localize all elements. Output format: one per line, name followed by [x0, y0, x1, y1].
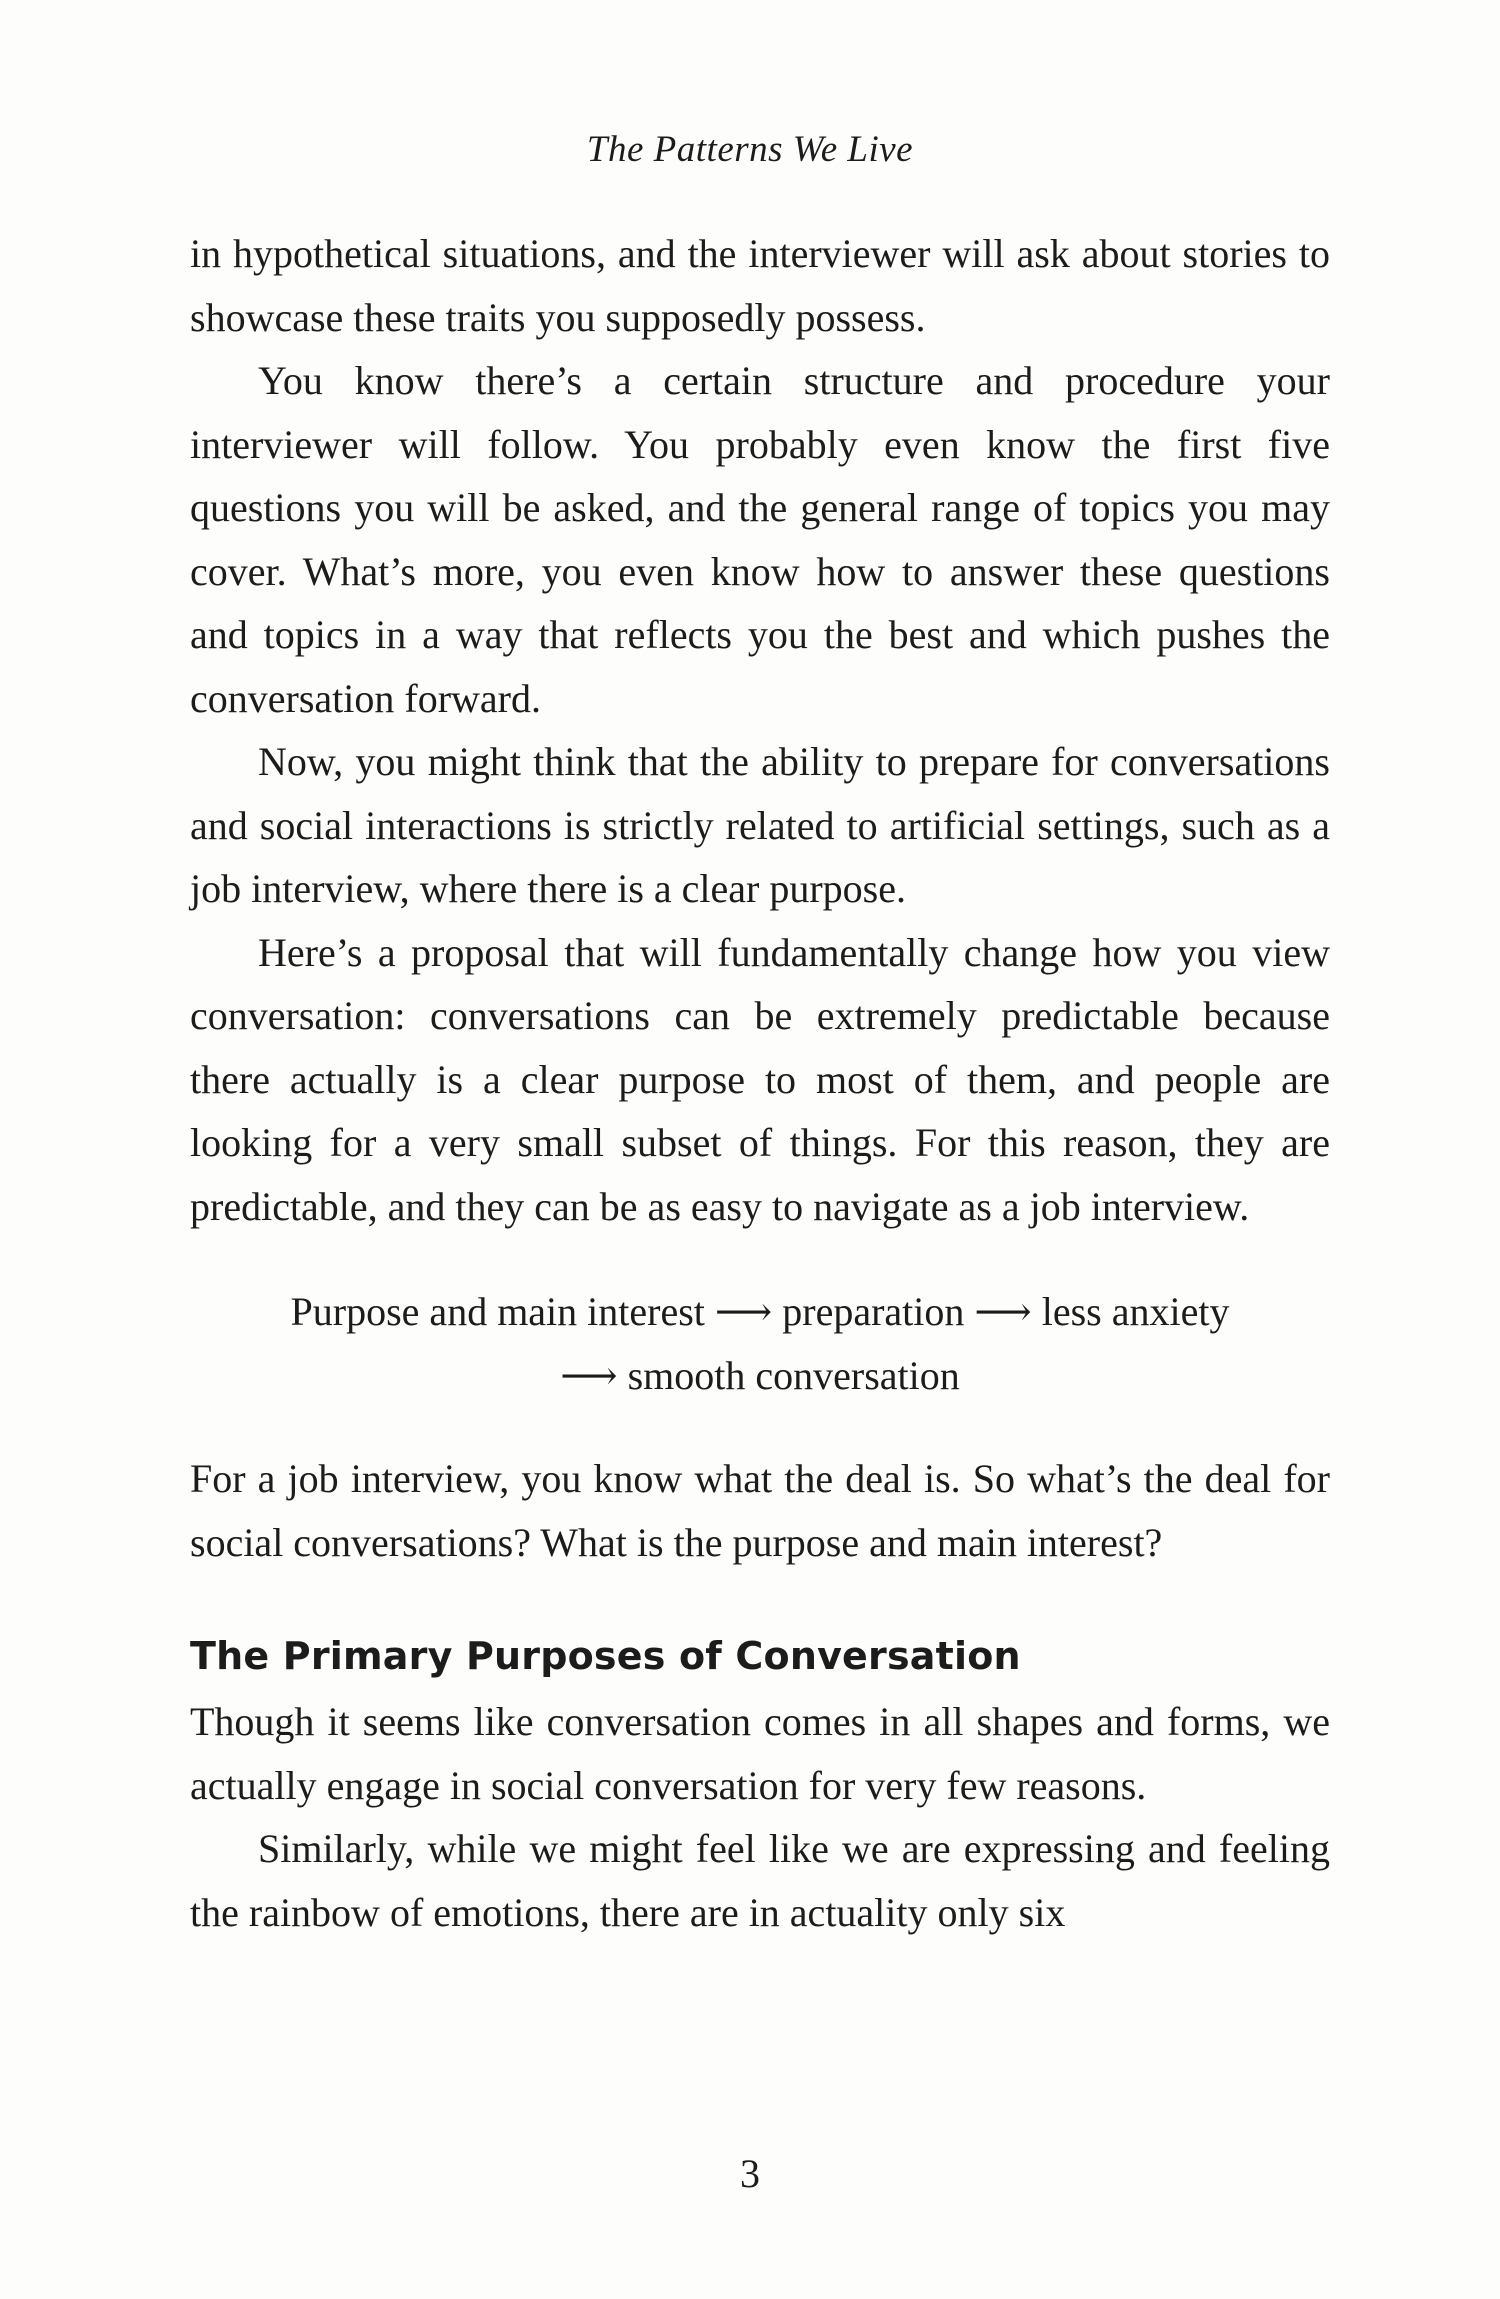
section-heading: The Primary Purposes of Conversation: [190, 1634, 1021, 1678]
paragraph-proposal: Here’s a proposal that will fundamentally change how you view conversation: conversations can be extremely predictable because there actually is a clear purpose to most of them, and people are looking for a very small subset of things. For this reason, they are predictable, and they can be as easy to navigate as a job interview.: [190, 929, 1330, 1229]
page-number: 3: [740, 2151, 760, 2196]
flow-line-2: ⟶ smooth conversation: [560, 1352, 960, 1398]
flow-line-1: Purpose and main interest ⟶ preparation ⟶ less anxiety: [290, 1289, 1230, 1334]
paragraph-preparation: Now, you might think that the ability to prepare for conversations and social interactions is strictly related to artificial settings, such as a job interview, where there is a clear purpose.: [190, 739, 1330, 911]
paragraph-emotions: Similarly, while we might feel like we are expressing and feeling the rainbow of emotions, there are in actuality only six: [190, 1826, 1330, 1935]
paragraph-continued: in hypothetical situations, and the interviewer will ask about stories to showcase these traits you supposedly possess.: [190, 231, 1330, 340]
paragraph-interview-structure: You know there’s a certain structure and procedure your interviewer will follow. You probably even know the first five questions you will be asked, and the general range of topics you may cover. What’s more, you even know how to answer these questions and topics in a way that reflects you the best and which pushes the conversation forward.: [190, 358, 1330, 721]
paragraph-few-reasons: Though it seems like conversation comes in all shapes and forms, we actually engage in social conversation for very few reasons.: [190, 1699, 1330, 1808]
flow-statement: [190, 1280, 1330, 1407]
body-text: [190, 222, 1330, 1944]
running-head: The Patterns We Live: [586, 129, 914, 170]
paragraph-job-interview-deal: For a job interview, you know what the deal is. So what’s the deal for social conversations? What is the purpose and main interest?: [190, 1456, 1330, 1565]
